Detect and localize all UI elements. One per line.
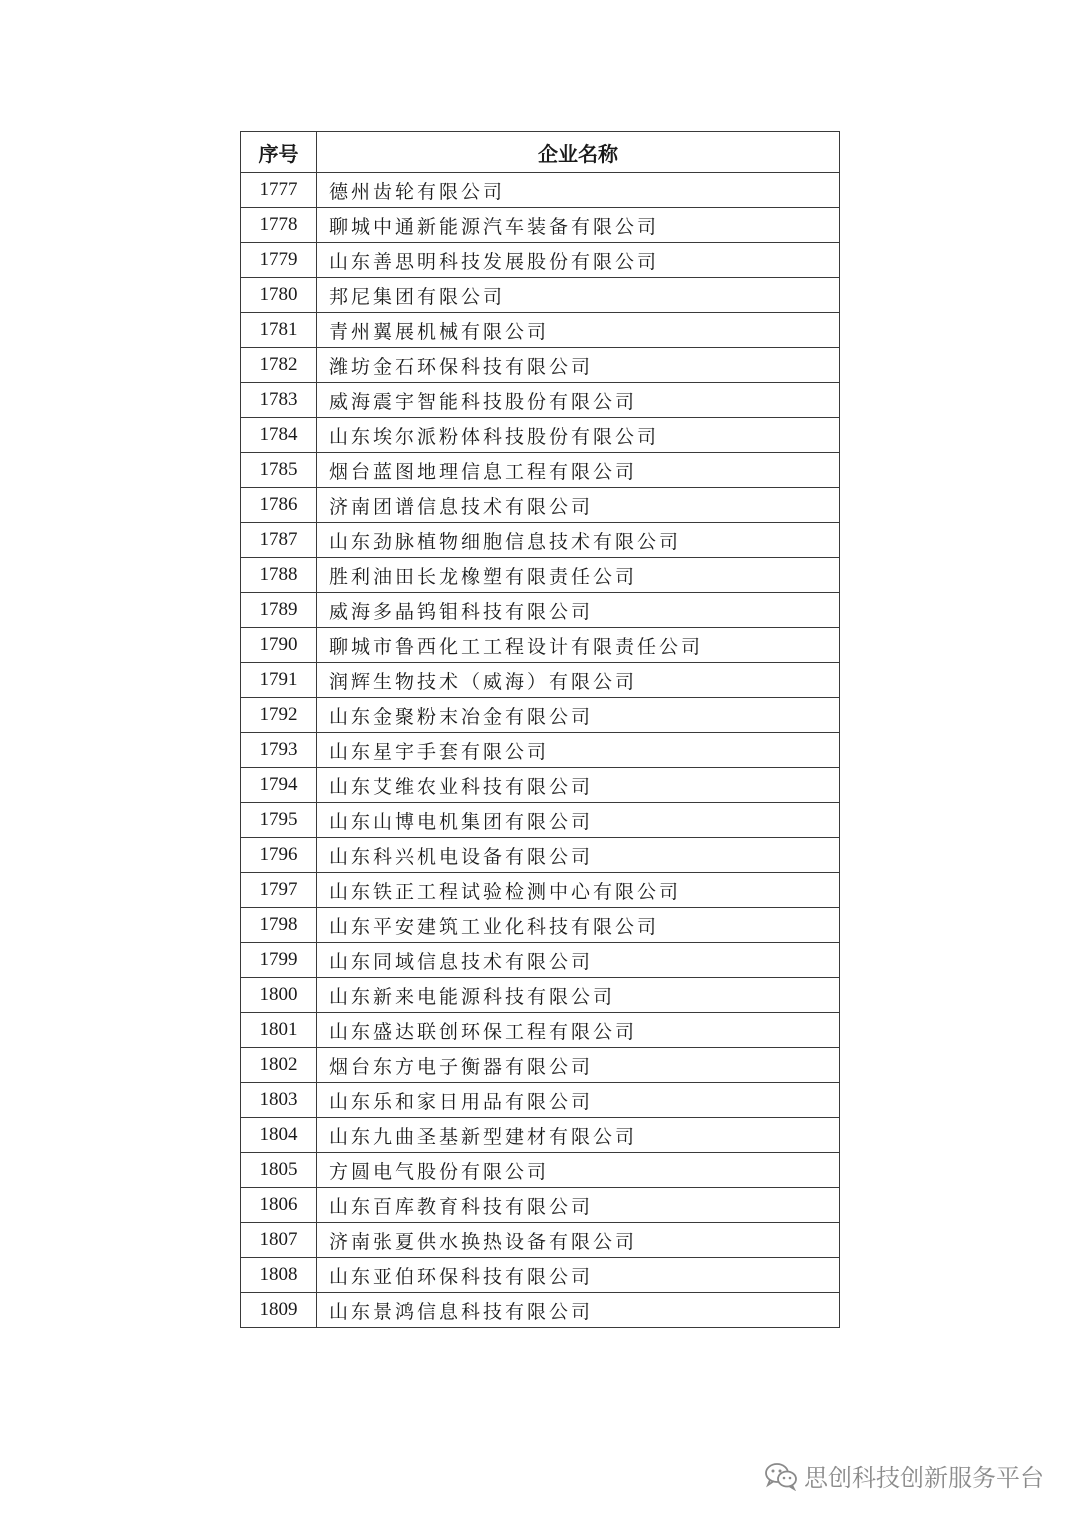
row-index: 1788 (241, 558, 317, 593)
row-index: 1798 (241, 908, 317, 943)
row-index: 1801 (241, 1013, 317, 1048)
company-list-table (240, 131, 840, 1328)
row-index: 1784 (241, 418, 317, 453)
row-index: 1789 (241, 593, 317, 628)
table-row (241, 1013, 840, 1048)
table-body (241, 173, 840, 1328)
row-company-name: 山东百库教育科技有限公司 (317, 1188, 840, 1223)
row-company-name: 山东平安建筑工业化科技有限公司 (317, 908, 840, 943)
table-row (241, 803, 840, 838)
row-company-name: 山东九曲圣基新型建材有限公司 (317, 1118, 840, 1153)
row-index: 1786 (241, 488, 317, 523)
row-index: 1800 (241, 978, 317, 1013)
table-row (241, 208, 840, 243)
row-company-name: 山东埃尔派粉体科技股份有限公司 (317, 418, 840, 453)
row-index: 1793 (241, 733, 317, 768)
row-index: 1804 (241, 1118, 317, 1153)
table-row (241, 383, 840, 418)
row-company-name: 济南团谱信息技术有限公司 (317, 488, 840, 523)
header-index: 序号 (241, 132, 317, 173)
row-company-name: 山东劲脉植物细胞信息技术有限公司 (317, 523, 840, 558)
row-company-name: 烟台东方电子衡器有限公司 (317, 1048, 840, 1083)
row-company-name: 山东亚伯环保科技有限公司 (317, 1258, 840, 1293)
table-row (241, 978, 840, 1013)
row-index: 1779 (241, 243, 317, 278)
row-index: 1809 (241, 1293, 317, 1328)
table-row (241, 698, 840, 733)
row-company-name: 青州翼展机械有限公司 (317, 313, 840, 348)
row-index: 1778 (241, 208, 317, 243)
row-company-name: 山东同域信息技术有限公司 (317, 943, 840, 978)
row-index: 1805 (241, 1153, 317, 1188)
row-company-name: 山东乐和家日用品有限公司 (317, 1083, 840, 1118)
row-company-name: 威海震宇智能科技股份有限公司 (317, 383, 840, 418)
table-row (241, 663, 840, 698)
table-row (241, 558, 840, 593)
table-row (241, 733, 840, 768)
table-row (241, 348, 840, 383)
row-company-name: 山东景鸿信息科技有限公司 (317, 1293, 840, 1328)
row-company-name: 山东科兴机电设备有限公司 (317, 838, 840, 873)
table-row (241, 628, 840, 663)
row-index: 1795 (241, 803, 317, 838)
row-index: 1799 (241, 943, 317, 978)
row-index: 1806 (241, 1188, 317, 1223)
row-company-name: 聊城市鲁西化工工程设计有限责任公司 (317, 628, 840, 663)
table-row (241, 1293, 840, 1328)
row-company-name: 山东铁正工程试验检测中心有限公司 (317, 873, 840, 908)
row-index: 1787 (241, 523, 317, 558)
row-index: 1780 (241, 278, 317, 313)
table-row (241, 1083, 840, 1118)
table-row (241, 943, 840, 978)
row-company-name: 德州齿轮有限公司 (317, 173, 840, 208)
row-index: 1796 (241, 838, 317, 873)
row-company-name: 山东新来电能源科技有限公司 (317, 978, 840, 1013)
row-index: 1797 (241, 873, 317, 908)
row-company-name: 山东艾维农业科技有限公司 (317, 768, 840, 803)
row-company-name: 邦尼集团有限公司 (317, 278, 840, 313)
table-row (241, 1258, 840, 1293)
row-index: 1777 (241, 173, 317, 208)
row-company-name: 山东山博电机集团有限公司 (317, 803, 840, 838)
table-row (241, 838, 840, 873)
row-company-name: 济南张夏供水换热设备有限公司 (317, 1223, 840, 1258)
row-company-name: 烟台蓝图地理信息工程有限公司 (317, 453, 840, 488)
wechat-icon (764, 1461, 798, 1491)
row-index: 1783 (241, 383, 317, 418)
table-row (241, 873, 840, 908)
row-index: 1785 (241, 453, 317, 488)
table-row (241, 768, 840, 803)
table-header-row (241, 132, 840, 173)
row-index: 1808 (241, 1258, 317, 1293)
table-row (241, 1048, 840, 1083)
table-row (241, 1188, 840, 1223)
table-row (241, 313, 840, 348)
row-company-name: 山东善思明科技发展股份有限公司 (317, 243, 840, 278)
table-row (241, 173, 840, 208)
row-index: 1782 (241, 348, 317, 383)
row-index: 1792 (241, 698, 317, 733)
row-company-name: 威海多晶钨钼科技有限公司 (317, 593, 840, 628)
watermark-text: 思创科技创新服务平台 (804, 1464, 1044, 1492)
row-index: 1802 (241, 1048, 317, 1083)
row-index: 1790 (241, 628, 317, 663)
row-index: 1781 (241, 313, 317, 348)
table-row (241, 453, 840, 488)
row-index: 1791 (241, 663, 317, 698)
row-index: 1807 (241, 1223, 317, 1258)
row-company-name: 润辉生物技术（威海）有限公司 (317, 663, 840, 698)
row-company-name: 胜利油田长龙橡塑有限责任公司 (317, 558, 840, 593)
table-row (241, 523, 840, 558)
table-row (241, 243, 840, 278)
row-company-name: 山东金聚粉末冶金有限公司 (317, 698, 840, 733)
row-company-name: 方圆电气股份有限公司 (317, 1153, 840, 1188)
row-company-name: 山东盛达联创环保工程有限公司 (317, 1013, 840, 1048)
row-company-name: 山东星宇手套有限公司 (317, 733, 840, 768)
watermark (764, 1458, 1044, 1493)
table-row (241, 418, 840, 453)
table-row (241, 908, 840, 943)
table-row (241, 278, 840, 313)
row-company-name: 聊城中通新能源汽车装备有限公司 (317, 208, 840, 243)
row-index: 1794 (241, 768, 317, 803)
table-row (241, 1118, 840, 1153)
table-row (241, 1153, 840, 1188)
company-list-table-container (240, 131, 839, 1328)
header-company-name: 企业名称 (317, 132, 840, 173)
table-row (241, 1223, 840, 1258)
table-row (241, 593, 840, 628)
table-row (241, 488, 840, 523)
row-company-name: 潍坊金石环保科技有限公司 (317, 348, 840, 383)
row-index: 1803 (241, 1083, 317, 1118)
